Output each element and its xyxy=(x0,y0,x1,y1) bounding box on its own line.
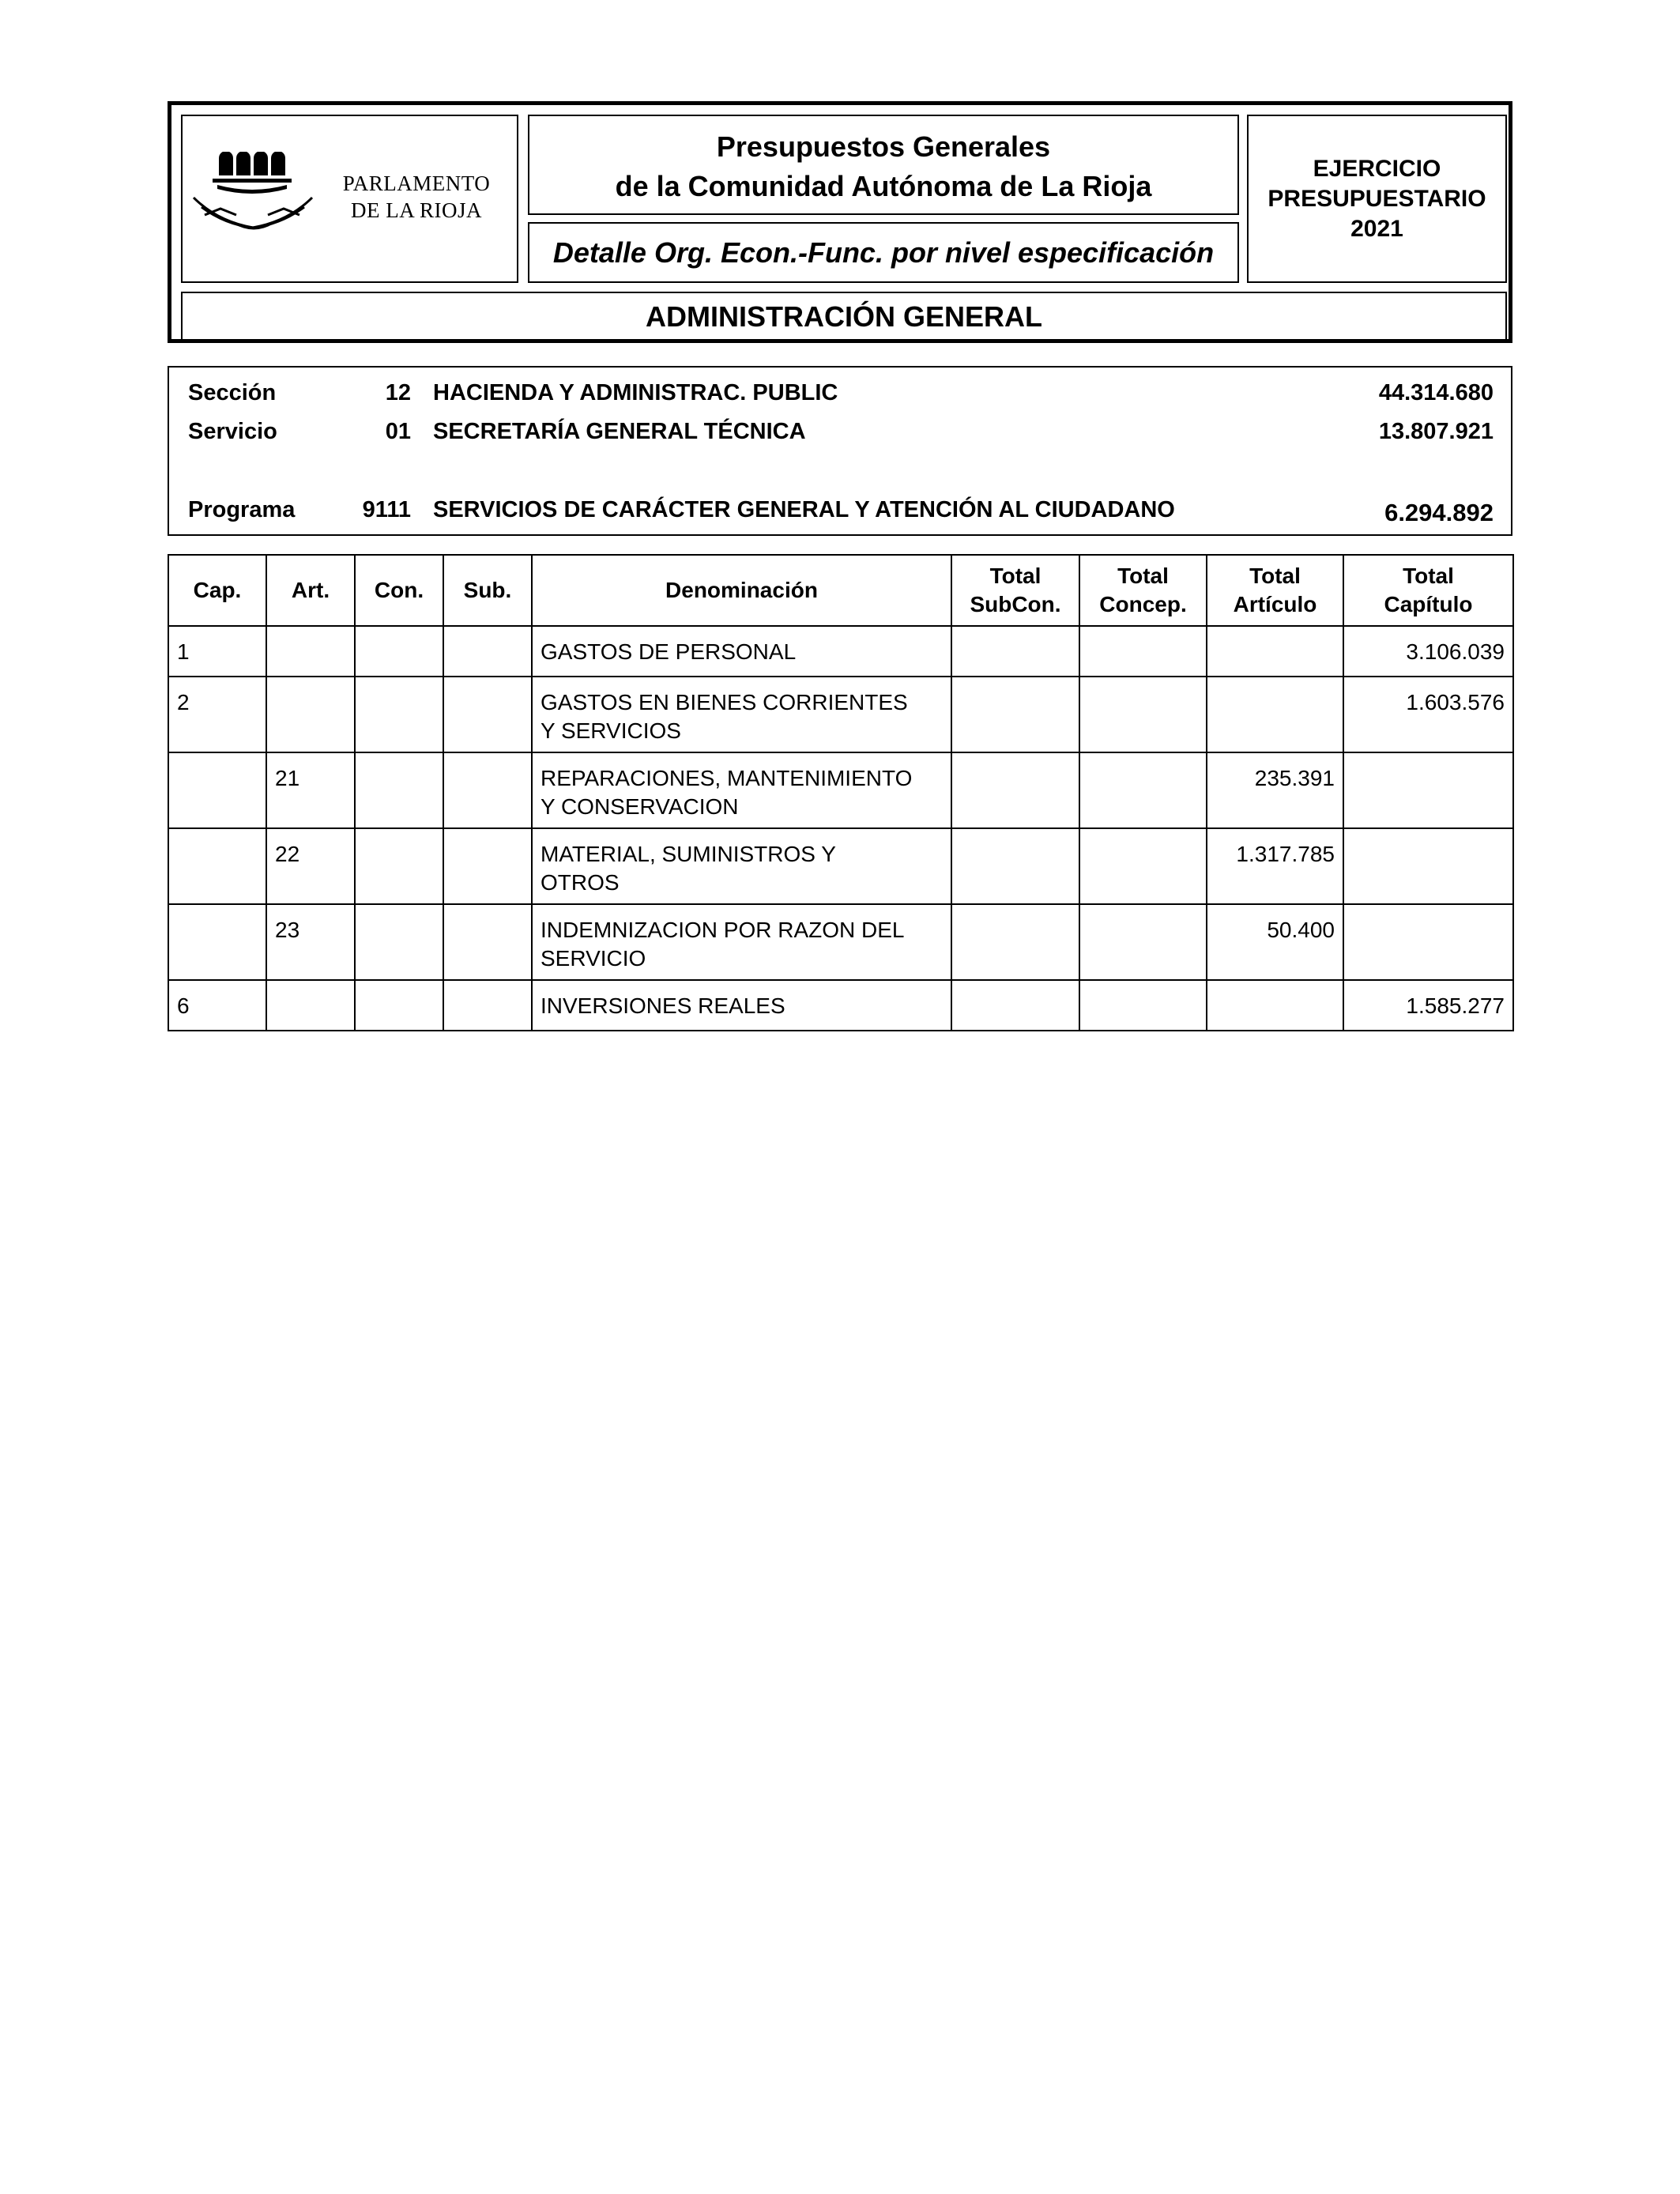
cell-denominacion xyxy=(532,828,951,904)
col-header-sub: Sub. xyxy=(443,555,532,626)
table-header-row xyxy=(168,555,1513,626)
document-header xyxy=(168,101,1512,343)
cell-total-concep xyxy=(1079,904,1207,980)
programa-row xyxy=(169,497,1511,529)
denominacion-line2: Y CONSERVACION xyxy=(541,794,739,819)
cell-total-concep xyxy=(1079,752,1207,828)
col-header-total-capitulo-line2: Capítulo xyxy=(1384,592,1473,616)
denominacion-line1: INDEMNIZACION POR RAZON DEL xyxy=(541,918,905,942)
cell-sub xyxy=(443,904,532,980)
admin-title: ADMINISTRACIÓN GENERAL xyxy=(646,300,1042,333)
denominacion-line2: SERVICIO xyxy=(541,946,646,971)
cell-cap xyxy=(168,828,266,904)
logo-wordmark xyxy=(323,170,510,224)
table-row xyxy=(168,677,1513,752)
cell-cap xyxy=(168,752,266,828)
col-header-total-concep xyxy=(1079,555,1207,626)
cell-sub xyxy=(443,980,532,1031)
cell-sub xyxy=(443,626,532,677)
col-header-total-articulo xyxy=(1207,555,1343,626)
cell-total-articulo: 235.391 xyxy=(1207,752,1343,828)
cell-denominacion xyxy=(532,752,951,828)
section-info xyxy=(168,366,1512,536)
cell-cap: 2 xyxy=(168,677,266,752)
col-header-art: Art. xyxy=(266,555,355,626)
cell-total-articulo xyxy=(1207,980,1343,1031)
document-title xyxy=(529,127,1237,206)
exercise-box xyxy=(1247,115,1507,283)
cell-total-capitulo: 3.106.039 xyxy=(1343,626,1513,677)
cell-total-articulo: 50.400 xyxy=(1207,904,1343,980)
col-header-total-subcon-line1: Total xyxy=(989,564,1042,588)
programa-code: 9111 xyxy=(362,497,411,522)
exercise-label xyxy=(1249,154,1505,244)
table-row xyxy=(168,626,1513,677)
denominacion-line2: Y SERVICIOS xyxy=(541,718,681,743)
servicio-row xyxy=(169,419,1511,450)
cell-con xyxy=(355,828,443,904)
cell-total-subcon xyxy=(951,904,1079,980)
title-line1: Presupuestos Generales xyxy=(716,130,1051,163)
cell-denominacion xyxy=(532,904,951,980)
cell-total-capitulo xyxy=(1343,904,1513,980)
seccion-amount: 44.314.680 xyxy=(1378,380,1494,405)
cell-art: 21 xyxy=(266,752,355,828)
seccion-code: 12 xyxy=(385,380,411,405)
budget-table xyxy=(168,554,1514,1031)
col-header-total-concep-line1: Total xyxy=(1117,564,1169,588)
cell-total-concep xyxy=(1079,828,1207,904)
cell-total-subcon xyxy=(951,752,1079,828)
title-box xyxy=(528,115,1239,215)
subtitle-box xyxy=(528,222,1239,283)
cell-total-subcon xyxy=(951,980,1079,1031)
cell-total-capitulo xyxy=(1343,752,1513,828)
cell-cap xyxy=(168,904,266,980)
cell-con xyxy=(355,904,443,980)
seccion-name: HACIENDA Y ADMINISTRAC. PUBLIC xyxy=(433,380,838,405)
servicio-code: 01 xyxy=(385,419,411,444)
cell-con xyxy=(355,752,443,828)
denominacion-line1: REPARACIONES, MANTENIMIENTO xyxy=(541,766,913,790)
cell-art xyxy=(266,626,355,677)
table-row xyxy=(168,980,1513,1031)
cell-total-articulo: 1.317.785 xyxy=(1207,828,1343,904)
cell-con xyxy=(355,626,443,677)
cell-total-concep xyxy=(1079,626,1207,677)
col-header-cap: Cap. xyxy=(168,555,266,626)
col-header-total-capitulo xyxy=(1343,555,1513,626)
col-header-total-concep-line2: Concep. xyxy=(1099,592,1187,616)
cell-art: 23 xyxy=(266,904,355,980)
cell-cap: 1 xyxy=(168,626,266,677)
logo-box xyxy=(181,115,518,283)
denominacion-line1: GASTOS DE PERSONAL xyxy=(541,639,797,664)
cell-total-articulo xyxy=(1207,677,1343,752)
cell-cap: 6 xyxy=(168,980,266,1031)
table-row xyxy=(168,904,1513,980)
denominacion-line1: INVERSIONES REALES xyxy=(541,993,785,1018)
cell-art xyxy=(266,980,355,1031)
seccion-row xyxy=(169,380,1511,412)
col-header-total-subcon xyxy=(951,555,1079,626)
col-header-total-subcon-line2: SubCon. xyxy=(970,592,1061,616)
cell-total-subcon xyxy=(951,626,1079,677)
document-subtitle: Detalle Org. Econ.-Func. por nivel especificación xyxy=(552,236,1215,269)
admin-box xyxy=(181,292,1507,341)
cell-total-articulo xyxy=(1207,626,1343,677)
logo-line1: PARLAMENTO xyxy=(342,172,491,195)
servicio-name: SECRETARÍA GENERAL TÉCNICA xyxy=(433,419,806,444)
table-row xyxy=(168,828,1513,904)
col-header-total-capitulo-line1: Total xyxy=(1403,564,1454,588)
cell-con xyxy=(355,677,443,752)
table-row xyxy=(168,752,1513,828)
cell-sub xyxy=(443,752,532,828)
cell-total-capitulo: 1.603.576 xyxy=(1343,677,1513,752)
cell-sub xyxy=(443,677,532,752)
cell-con xyxy=(355,980,443,1031)
cell-art xyxy=(266,677,355,752)
programa-amount: 6.294.892 xyxy=(1384,499,1494,526)
cell-total-subcon xyxy=(951,677,1079,752)
cell-total-concep xyxy=(1079,980,1207,1031)
seccion-label: Sección xyxy=(188,380,277,405)
col-header-denominacion: Denominación xyxy=(532,555,951,626)
col-header-total-articulo-line1: Total xyxy=(1249,564,1301,588)
exercise-line2: PRESUPUESTARIO xyxy=(1268,186,1486,212)
programa-name: SERVICIOS DE CARÁCTER GENERAL Y ATENCIÓN AL CIUDADANO xyxy=(433,497,1175,522)
cell-art: 22 xyxy=(266,828,355,904)
programa-label: Programa xyxy=(188,497,296,522)
exercise-line1: EJERCICIO xyxy=(1313,156,1441,182)
servicio-amount: 13.807.921 xyxy=(1378,419,1494,444)
cell-total-capitulo: 1.585.277 xyxy=(1343,980,1513,1031)
cell-denominacion xyxy=(532,626,951,677)
exercise-year: 2021 xyxy=(1350,216,1403,242)
logo-line2: DE LA RIOJA xyxy=(351,198,482,222)
col-header-total-articulo-line2: Artículo xyxy=(1233,592,1317,616)
cell-total-capitulo xyxy=(1343,828,1513,904)
cell-total-subcon xyxy=(951,828,1079,904)
cell-denominacion xyxy=(532,677,951,752)
cell-total-concep xyxy=(1079,677,1207,752)
denominacion-line1: GASTOS EN BIENES CORRIENTES xyxy=(541,690,908,714)
parliament-emblem-icon xyxy=(189,152,323,239)
servicio-label: Servicio xyxy=(188,419,277,444)
cell-denominacion xyxy=(532,980,951,1031)
denominacion-line1: MATERIAL, SUMINISTROS Y xyxy=(541,842,836,866)
col-header-con: Con. xyxy=(355,555,443,626)
denominacion-line2: OTROS xyxy=(541,870,620,895)
title-line2: de la Comunidad Autónoma de La Rioja xyxy=(615,170,1152,202)
cell-sub xyxy=(443,828,532,904)
